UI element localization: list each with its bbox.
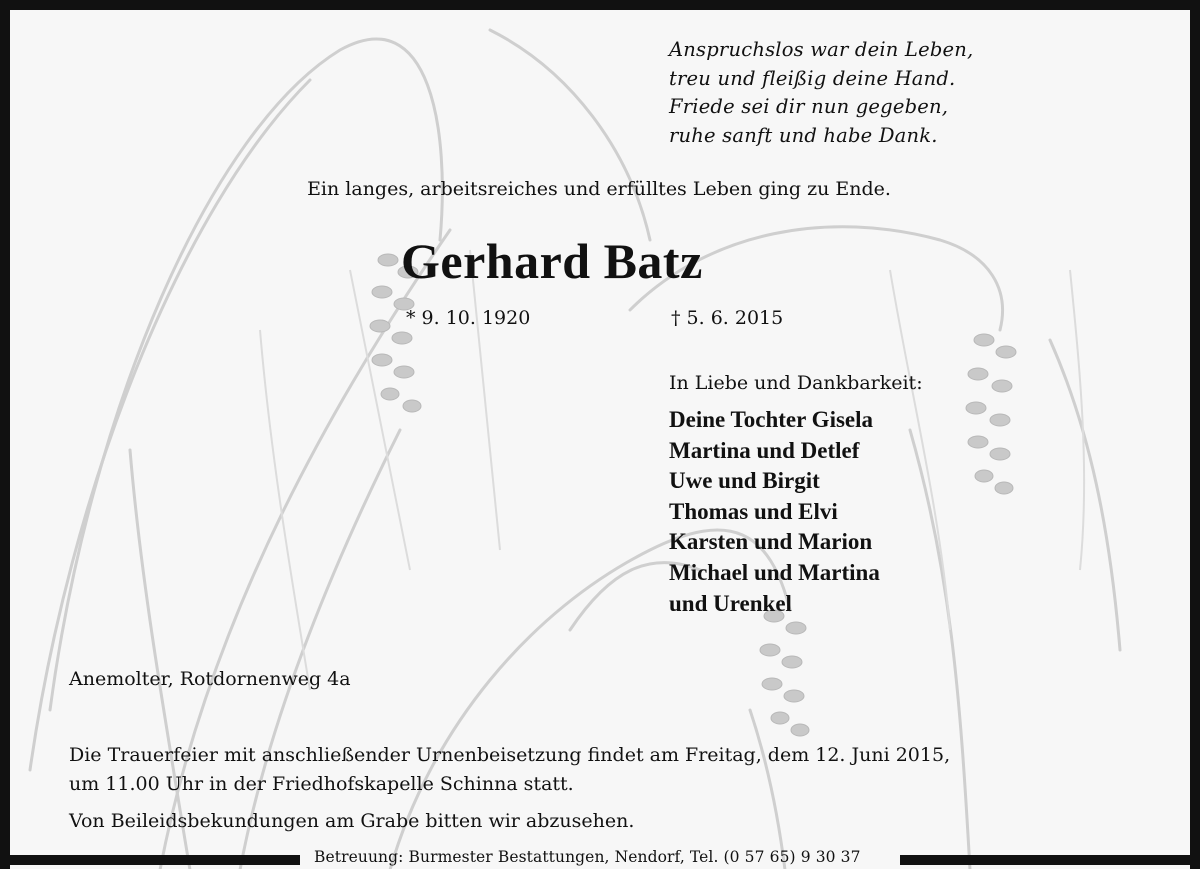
address: Anemolter, Rotdornenweg 4a [69, 668, 351, 690]
mourner-entry: Deine Tochter Gisela [669, 407, 874, 432]
service-line: Die Trauerfeier mit anschließender Urnenbeisetzung findet am Freitag, dem 12. Juni 2015, [69, 744, 951, 766]
poem-line: treu und fleißig deine Hand. [669, 66, 956, 90]
service-line: um 11.00 Uhr in der Friedhofskapelle Schinna statt. [69, 773, 574, 795]
footer-rule-left [0, 855, 300, 865]
deceased-name: Gerhard Batz [401, 233, 703, 289]
death-date: † 5. 6. 2015 [671, 307, 784, 329]
funeral-home-credit: Betreuung: Burmester Bestattungen, Nendorf, Tel. (0 57 65) 9 30 37 [314, 848, 861, 866]
mourner-entry: Karsten und Marion [669, 529, 873, 555]
condolence-note: Von Beileidsbekundungen am Grabe bitten wir abzusehen. [69, 810, 635, 832]
mourner-entry: Michael und Martina [669, 559, 880, 585]
poem-line: Friede sei dir nun gegeben, [669, 95, 949, 118]
poem-line: ruhe sanft und habe Dank. [669, 123, 938, 147]
mourner-entry: Uwe und Birgit [669, 468, 820, 494]
poem-line: Anspruchslos war dein Leben, [669, 38, 974, 61]
birth-date: * 9. 10. 1920 [406, 307, 531, 329]
memorial-poem [669, 36, 973, 150]
mourner-entry: Thomas und Elvi [669, 498, 838, 524]
mourner-entry: Martina und Detlef [669, 437, 860, 463]
mourner-entry: und Urenkel [669, 590, 792, 616]
service-announcement [69, 741, 950, 799]
intro-text: Ein langes, arbeitsreiches und erfülltes Leben ging zu Ende. [307, 178, 891, 200]
dedication-line: In Liebe und Dankbarkeit: [669, 372, 923, 394]
mourners-list [669, 405, 880, 619]
footer-rule-right [900, 855, 1200, 865]
